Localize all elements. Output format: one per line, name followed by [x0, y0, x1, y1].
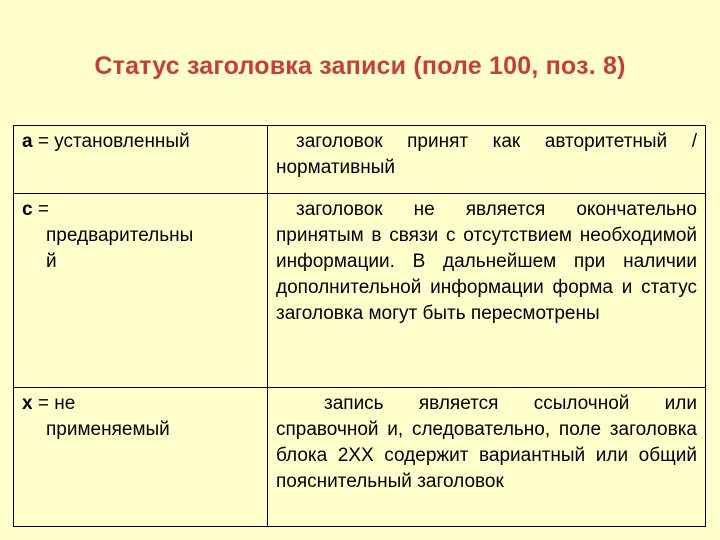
table-row [14, 388, 706, 527]
status-code-line [22, 391, 259, 417]
status-description: запись является ссылочной или справочной и, следовательно, поле заголовка блока 2XX содержит вариантный или общий пояснительный заголовок [276, 393, 697, 492]
slide-title: Статус заголовка записи (поле 100, поз. 8) [94, 52, 626, 80]
status-letter: a [22, 131, 33, 152]
status-description: заголовок не является окончательно принятым в связи с отсутствием необходимой информации. В дальнейшем при наличии дополнительной информации форма и статус заголовка могут быть пересмотрены [276, 199, 697, 324]
status-letter: x [22, 393, 33, 414]
table-row [14, 126, 706, 194]
table-row [14, 194, 706, 388]
status-code-line [22, 129, 259, 155]
status-code-line [22, 197, 259, 223]
status-code-label: = не [32, 393, 76, 414]
status-table [13, 125, 706, 527]
status-code-label-continued: применяемый [46, 419, 170, 440]
status-code-cell [14, 126, 268, 194]
status-code-cell [14, 194, 268, 388]
status-code-label: = [32, 199, 49, 220]
status-code-cell [14, 388, 268, 527]
status-code-label: = установленный [32, 131, 190, 152]
status-description-cell [268, 126, 706, 194]
status-description-cell [268, 194, 706, 388]
status-letter: c [22, 199, 33, 220]
status-code-label-continued: предварительны й [46, 225, 194, 272]
status-description-cell [268, 388, 706, 527]
status-description: заголовок принят как авторитетный / нормативный [276, 131, 697, 178]
